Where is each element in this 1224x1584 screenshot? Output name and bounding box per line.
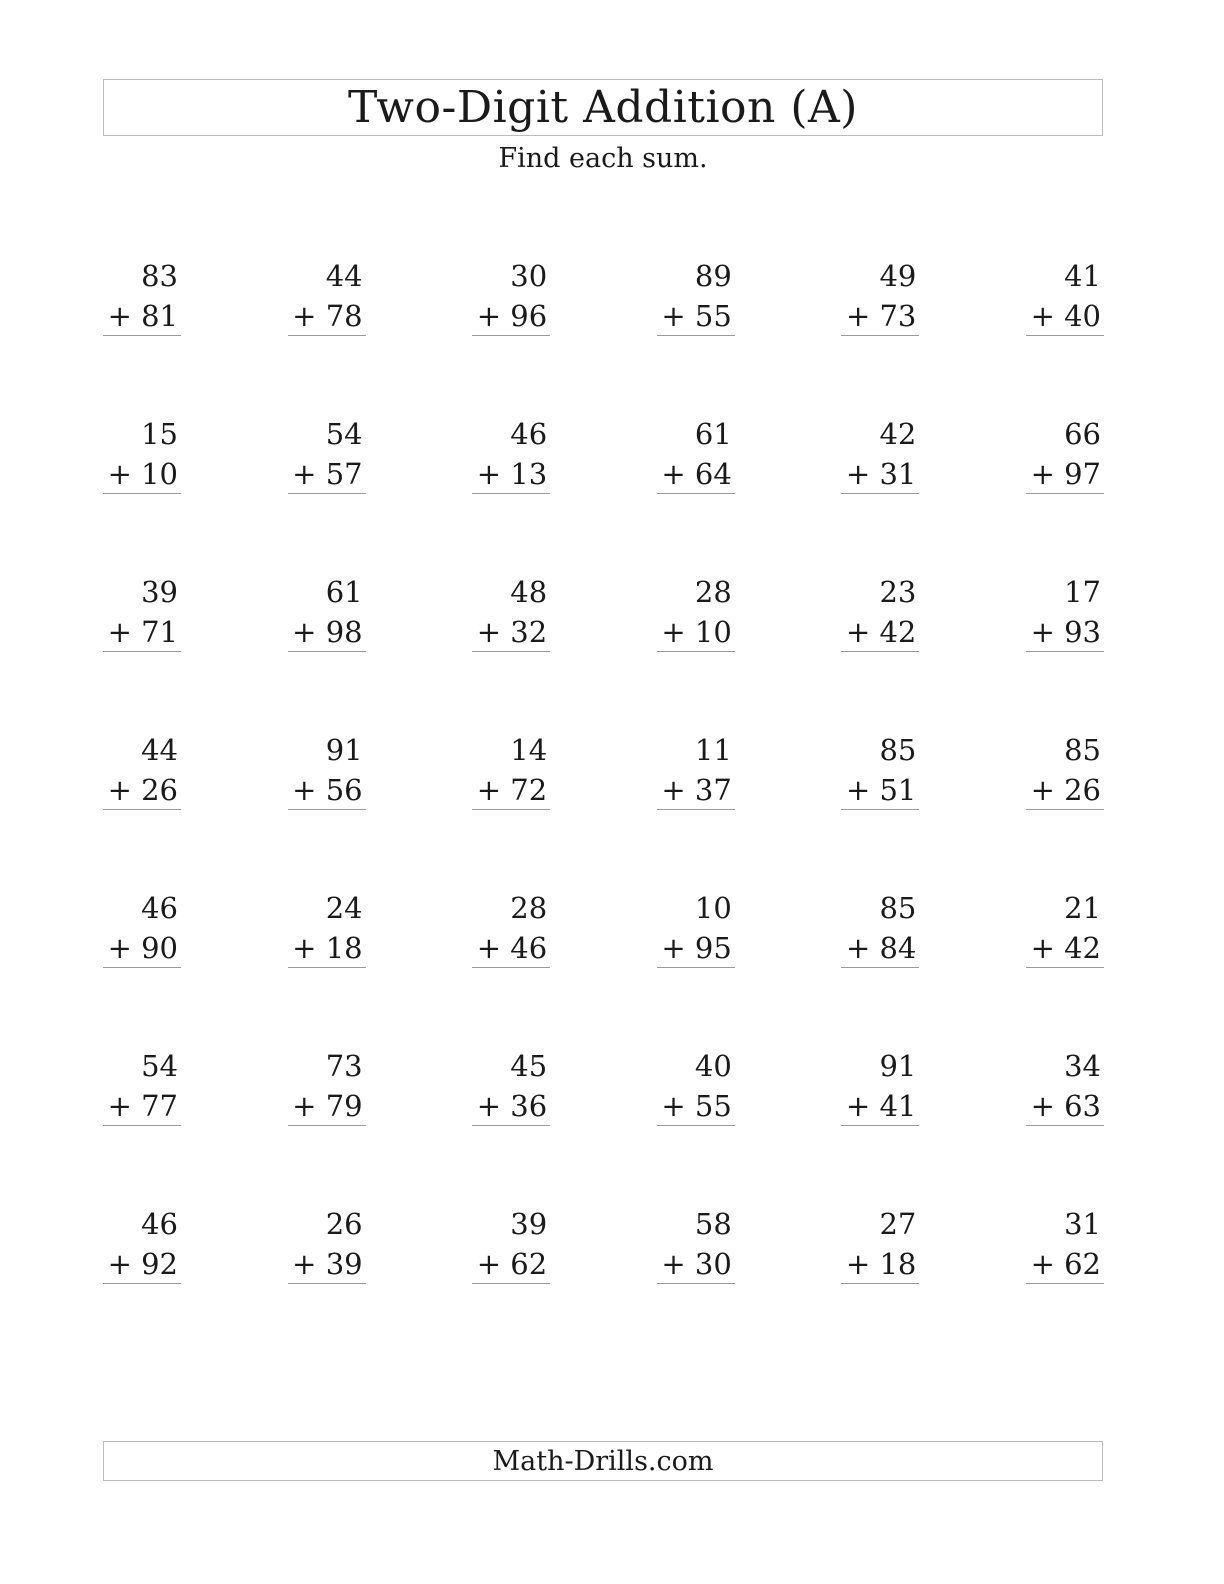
answer-line — [1026, 967, 1104, 968]
footer-box — [103, 1441, 1103, 1481]
plus-operator: + — [292, 773, 317, 807]
addition-problem — [657, 258, 735, 338]
top-addend: 11 — [694, 733, 732, 767]
bottom-addend: 96 — [510, 299, 548, 333]
plus-operator: + — [661, 773, 686, 807]
bottom-addend-row — [846, 456, 916, 492]
bottom-addend: 62 — [510, 1247, 548, 1281]
addition-problem — [288, 258, 366, 338]
plus-operator: + — [661, 1247, 686, 1281]
top-addend: 83 — [141, 259, 178, 293]
top-addend: 46 — [141, 891, 178, 925]
bottom-addend-row — [292, 456, 362, 492]
plus-operator: + — [661, 931, 686, 965]
bottom-addend: 18 — [325, 931, 363, 965]
bottom-addend-row — [1031, 1088, 1101, 1124]
bottom-addend: 56 — [325, 773, 363, 807]
plus-operator: + — [292, 299, 317, 333]
bottom-addend-row — [477, 772, 547, 808]
bottom-addend-row — [108, 614, 178, 650]
plus-operator: + — [661, 1089, 686, 1123]
top-addend: 17 — [1064, 575, 1101, 609]
plus-operator: + — [476, 615, 502, 649]
plus-operator: + — [845, 299, 871, 333]
bottom-addend-row — [108, 930, 178, 966]
plus-operator: + — [661, 299, 686, 333]
top-addend: 15 — [141, 417, 178, 451]
bottom-addend-row — [846, 1246, 916, 1282]
plus-operator: + — [476, 773, 502, 807]
bottom-addend: 26 — [141, 773, 178, 807]
addition-problem — [841, 416, 919, 496]
addition-problem — [841, 890, 919, 970]
plus-operator: + — [107, 1247, 132, 1281]
top-addend: 31 — [1064, 1207, 1101, 1241]
bottom-addend: 72 — [510, 773, 548, 807]
answer-line — [657, 335, 735, 336]
bottom-addend-row — [661, 298, 731, 334]
top-addend: 44 — [325, 259, 363, 293]
bottom-addend: 30 — [694, 1247, 732, 1281]
bottom-addend-row — [108, 1088, 178, 1124]
answer-line — [657, 651, 735, 652]
top-addend: 26 — [325, 1207, 363, 1241]
bottom-addend: 42 — [1064, 931, 1101, 965]
bottom-addend-row — [108, 298, 178, 334]
bottom-addend: 78 — [325, 299, 363, 333]
answer-line — [472, 1283, 550, 1284]
bottom-addend-row — [292, 298, 362, 334]
problem-grid — [103, 258, 1104, 1298]
title-box — [103, 79, 1103, 136]
answer-line — [1026, 1125, 1104, 1126]
addition-problem — [103, 574, 181, 654]
answer-line — [288, 1283, 366, 1284]
addition-problem — [1026, 1048, 1104, 1128]
answer-line — [657, 1283, 735, 1284]
top-addend: 34 — [1064, 1049, 1101, 1083]
bottom-addend-row — [661, 456, 731, 492]
bottom-addend: 64 — [694, 457, 732, 491]
answer-line — [841, 651, 919, 652]
addition-problem — [103, 1206, 181, 1286]
top-addend: 40 — [694, 1049, 732, 1083]
worksheet-instruction: Find each sum. — [498, 143, 708, 174]
answer-line — [103, 967, 181, 968]
bottom-addend-row — [1031, 1246, 1101, 1282]
addition-problem — [1026, 732, 1104, 812]
bottom-addend-row — [1031, 772, 1101, 808]
bottom-addend-row — [846, 930, 916, 966]
top-addend: 39 — [510, 1207, 548, 1241]
addition-problem — [1026, 258, 1104, 338]
addition-problem — [472, 574, 550, 654]
bottom-addend: 37 — [694, 773, 732, 807]
plus-operator: + — [476, 299, 502, 333]
addition-problem — [657, 416, 735, 496]
top-addend: 61 — [325, 575, 363, 609]
plus-operator: + — [292, 457, 317, 491]
bottom-addend-row — [661, 1088, 731, 1124]
addition-problem — [103, 416, 181, 496]
answer-line — [288, 967, 366, 968]
bottom-addend: 39 — [325, 1247, 363, 1281]
answer-line — [103, 809, 181, 810]
top-addend: 85 — [879, 891, 917, 925]
top-addend: 44 — [141, 733, 178, 767]
addition-problem — [841, 574, 919, 654]
plus-operator: + — [292, 1247, 317, 1281]
bottom-addend-row — [661, 614, 731, 650]
bottom-addend-row — [1031, 930, 1101, 966]
bottom-addend-row — [1031, 614, 1101, 650]
addition-problem — [657, 890, 735, 970]
bottom-addend-row — [846, 298, 916, 334]
answer-line — [103, 651, 181, 652]
bottom-addend: 51 — [879, 773, 917, 807]
bottom-addend: 42 — [879, 615, 917, 649]
addition-problem — [288, 1048, 366, 1128]
bottom-addend: 46 — [510, 931, 548, 965]
answer-line — [288, 1125, 366, 1126]
plus-operator: + — [845, 1089, 871, 1123]
bottom-addend-row — [661, 1246, 731, 1282]
answer-line — [841, 493, 919, 494]
top-addend: 89 — [694, 259, 732, 293]
plus-operator: + — [292, 1089, 317, 1123]
bottom-addend: 73 — [879, 299, 917, 333]
bottom-addend-row — [477, 930, 547, 966]
top-addend: 91 — [325, 733, 363, 767]
plus-operator: + — [661, 615, 686, 649]
addition-problem — [1026, 574, 1104, 654]
addition-problem — [472, 416, 550, 496]
plus-operator: + — [845, 773, 871, 807]
plus-operator: + — [1030, 457, 1055, 491]
top-addend: 45 — [510, 1049, 548, 1083]
bottom-addend-row — [846, 614, 916, 650]
addition-problem — [103, 258, 181, 338]
answer-line — [103, 1125, 181, 1126]
bottom-addend-row — [108, 1246, 178, 1282]
top-addend: 49 — [879, 259, 917, 293]
top-addend: 14 — [510, 733, 548, 767]
bottom-addend: 77 — [141, 1089, 178, 1123]
bottom-addend-row — [477, 614, 547, 650]
top-addend: 85 — [1064, 733, 1101, 767]
plus-operator: + — [1030, 1247, 1055, 1281]
plus-operator: + — [845, 615, 871, 649]
answer-line — [103, 493, 181, 494]
bottom-addend: 40 — [1064, 299, 1101, 333]
addition-problem — [288, 1206, 366, 1286]
bottom-addend: 10 — [141, 457, 178, 491]
addition-problem — [288, 732, 366, 812]
bottom-addend-row — [846, 772, 916, 808]
answer-line — [841, 1125, 919, 1126]
plus-operator: + — [1030, 615, 1055, 649]
plus-operator: + — [661, 457, 686, 491]
top-addend: 54 — [325, 417, 363, 451]
answer-line — [103, 1283, 181, 1284]
bottom-addend-row — [477, 456, 547, 492]
answer-line — [288, 809, 366, 810]
plus-operator: + — [107, 615, 132, 649]
addition-problem — [103, 1048, 181, 1128]
answer-line — [841, 1283, 919, 1284]
addition-problem — [103, 732, 181, 812]
worksheet-title: Two-Digit Addition (A) — [348, 81, 858, 133]
plus-operator: + — [107, 1089, 132, 1123]
answer-line — [841, 335, 919, 336]
bottom-addend-row — [292, 1088, 362, 1124]
bottom-addend: 55 — [694, 1089, 732, 1123]
bottom-addend: 62 — [1064, 1247, 1101, 1281]
bottom-addend: 57 — [325, 457, 363, 491]
addition-problem — [472, 890, 550, 970]
answer-line — [841, 809, 919, 810]
addition-problem — [657, 1206, 735, 1286]
bottom-addend-row — [292, 930, 362, 966]
top-addend: 21 — [1064, 891, 1101, 925]
bottom-addend-row — [661, 772, 731, 808]
answer-line — [472, 809, 550, 810]
bottom-addend-row — [661, 930, 731, 966]
top-addend: 46 — [141, 1207, 178, 1241]
answer-line — [288, 651, 366, 652]
top-addend: 39 — [141, 575, 178, 609]
plus-operator: + — [292, 931, 317, 965]
bottom-addend-row — [108, 456, 178, 492]
plus-operator: + — [107, 299, 132, 333]
top-addend: 23 — [879, 575, 917, 609]
top-addend: 30 — [510, 259, 548, 293]
bottom-addend: 97 — [1064, 457, 1101, 491]
bottom-addend: 31 — [879, 457, 917, 491]
answer-line — [657, 1125, 735, 1126]
addition-problem — [288, 890, 366, 970]
top-addend: 91 — [879, 1049, 917, 1083]
answer-line — [1026, 1283, 1104, 1284]
addition-problem — [841, 258, 919, 338]
addition-problem — [1026, 416, 1104, 496]
answer-line — [472, 967, 550, 968]
plus-operator: + — [107, 773, 132, 807]
addition-problem — [288, 574, 366, 654]
addition-problem — [1026, 1206, 1104, 1286]
plus-operator: + — [292, 615, 317, 649]
bottom-addend: 26 — [1064, 773, 1101, 807]
top-addend: 27 — [879, 1207, 917, 1241]
bottom-addend: 98 — [325, 615, 363, 649]
top-addend: 66 — [1064, 417, 1101, 451]
bottom-addend-row — [846, 1088, 916, 1124]
answer-line — [472, 493, 550, 494]
bottom-addend-row — [292, 772, 362, 808]
plus-operator: + — [476, 1089, 502, 1123]
addition-problem — [472, 1048, 550, 1128]
top-addend: 46 — [510, 417, 548, 451]
top-addend: 24 — [325, 891, 363, 925]
plus-operator: + — [107, 457, 132, 491]
top-addend: 54 — [141, 1049, 178, 1083]
footer-text: Math-Drills.com — [492, 1445, 714, 1477]
addition-problem — [841, 1048, 919, 1128]
addition-problem — [657, 574, 735, 654]
answer-line — [657, 493, 735, 494]
addition-problem — [1026, 890, 1104, 970]
bottom-addend: 90 — [141, 931, 178, 965]
bottom-addend: 32 — [510, 615, 548, 649]
answer-line — [657, 809, 735, 810]
bottom-addend-row — [292, 614, 362, 650]
bottom-addend-row — [1031, 298, 1101, 334]
bottom-addend: 36 — [510, 1089, 548, 1123]
addition-problem — [103, 890, 181, 970]
top-addend: 61 — [694, 417, 732, 451]
answer-line — [657, 967, 735, 968]
bottom-addend: 81 — [141, 299, 178, 333]
top-addend: 42 — [879, 417, 917, 451]
plus-operator: + — [1030, 931, 1055, 965]
bottom-addend: 10 — [694, 615, 732, 649]
bottom-addend: 79 — [325, 1089, 363, 1123]
plus-operator: + — [845, 1247, 871, 1281]
bottom-addend-row — [108, 772, 178, 808]
bottom-addend: 55 — [694, 299, 732, 333]
plus-operator: + — [1030, 1089, 1055, 1123]
top-addend: 48 — [510, 575, 548, 609]
top-addend: 85 — [879, 733, 917, 767]
bottom-addend-row — [477, 1088, 547, 1124]
bottom-addend: 63 — [1064, 1089, 1101, 1123]
answer-line — [288, 493, 366, 494]
plus-operator: + — [476, 457, 502, 491]
addition-problem — [841, 1206, 919, 1286]
top-addend: 10 — [694, 891, 732, 925]
answer-line — [1026, 493, 1104, 494]
answer-line — [288, 335, 366, 336]
answer-line — [103, 335, 181, 336]
top-addend: 28 — [510, 891, 548, 925]
addition-problem — [288, 416, 366, 496]
plus-operator: + — [845, 457, 871, 491]
bottom-addend: 41 — [879, 1089, 917, 1123]
answer-line — [841, 967, 919, 968]
plus-operator: + — [1030, 299, 1055, 333]
top-addend: 73 — [325, 1049, 363, 1083]
bottom-addend: 18 — [879, 1247, 917, 1281]
answer-line — [472, 335, 550, 336]
bottom-addend: 95 — [694, 931, 732, 965]
bottom-addend-row — [477, 298, 547, 334]
answer-line — [1026, 651, 1104, 652]
answer-line — [472, 1125, 550, 1126]
top-addend: 28 — [694, 575, 732, 609]
plus-operator: + — [476, 931, 502, 965]
addition-problem — [472, 258, 550, 338]
plus-operator: + — [845, 931, 871, 965]
bottom-addend-row — [477, 1246, 547, 1282]
answer-line — [472, 651, 550, 652]
top-addend: 58 — [694, 1207, 732, 1241]
bottom-addend: 71 — [141, 615, 178, 649]
addition-problem — [841, 732, 919, 812]
top-addend: 41 — [1064, 259, 1101, 293]
plus-operator: + — [476, 1247, 502, 1281]
bottom-addend-row — [292, 1246, 362, 1282]
addition-problem — [472, 1206, 550, 1286]
bottom-addend: 92 — [141, 1247, 178, 1281]
bottom-addend-row — [1031, 456, 1101, 492]
plus-operator: + — [1030, 773, 1055, 807]
addition-problem — [657, 1048, 735, 1128]
bottom-addend: 84 — [879, 931, 917, 965]
bottom-addend: 93 — [1064, 615, 1101, 649]
bottom-addend: 13 — [510, 457, 548, 491]
addition-problem — [657, 732, 735, 812]
answer-line — [1026, 335, 1104, 336]
plus-operator: + — [107, 931, 132, 965]
addition-problem — [472, 732, 550, 812]
answer-line — [1026, 809, 1104, 810]
